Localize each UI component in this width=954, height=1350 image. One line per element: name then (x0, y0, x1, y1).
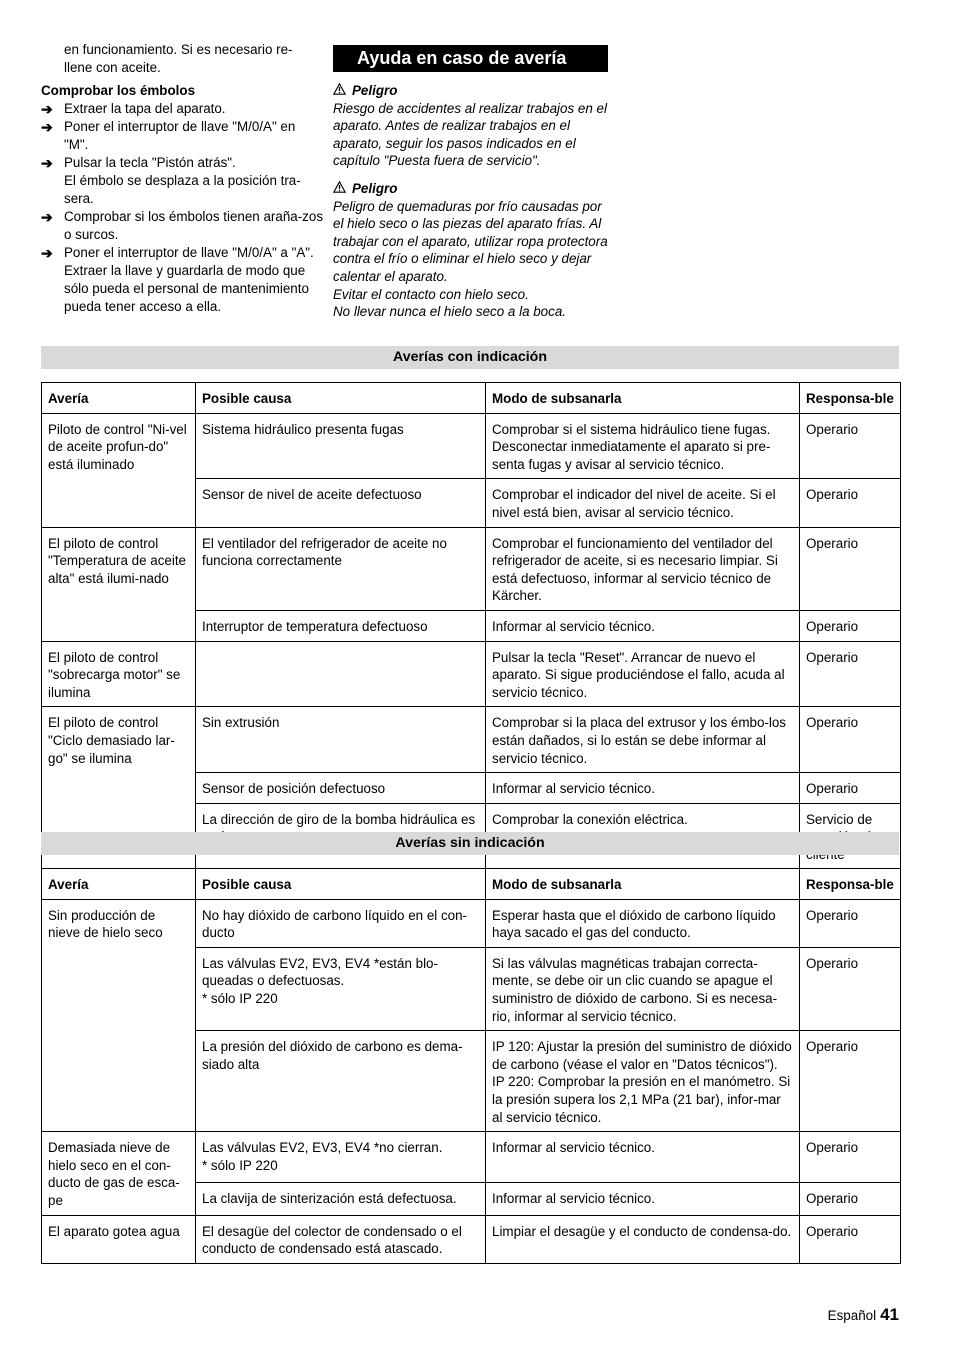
cause-cell: Sensor de posición defectuoso (196, 773, 486, 804)
col-header-responsible: Responsa-ble (800, 869, 901, 900)
responsible-cell: Operario (800, 1132, 901, 1183)
cause-cell: No hay dióxido de carbono líquido en el con-ducto (196, 899, 486, 947)
page-number: 41 (880, 1305, 899, 1324)
step-5 (41, 244, 323, 316)
fault-cell: Demasiada nieve de hielo seco en el con-ducto de gas de esca-pe (42, 1132, 196, 1215)
step-1 (41, 100, 323, 118)
remedy-cell: Limpiar el desagüe y el conducto de condensa-do. (486, 1215, 800, 1263)
col-header-fault: Avería (42, 869, 196, 900)
col-header-remedy: Modo de subsanarla (486, 383, 800, 414)
responsible-cell: Operario (800, 610, 901, 641)
table2-title: Averías sin indicación (41, 832, 899, 855)
responsible-cell: Operario (800, 707, 901, 773)
col-header-cause: Posible causa (196, 869, 486, 900)
middle-column (333, 45, 608, 321)
page-footer (828, 1305, 899, 1325)
responsible-cell: Operario (800, 479, 901, 527)
danger-text-2c: No llevar nunca el hielo seco a la boca. (333, 304, 566, 320)
remedy-cell: Informar al servicio técnico. (486, 1132, 800, 1183)
remedy-cell: Comprobar si la placa del extrusor y los émbo-los están dañados, si lo están se debe informar al servicio técnico. (486, 707, 800, 773)
step-2 (41, 118, 323, 154)
cause-cell: Las válvulas EV2, EV3, EV4 *están blo-queadas o defectuosas. * sólo IP 220 (196, 947, 486, 1030)
step-text: Poner el interruptor de llave "M/0/A" en "M". (64, 119, 296, 152)
remedy-cell: Informar al servicio técnico. (486, 1183, 800, 1215)
table-row (42, 1132, 901, 1183)
danger-heading-2 (333, 180, 608, 198)
step-text: Extraer la tapa del aparato. (64, 101, 226, 116)
table-header-row (42, 869, 901, 900)
cause-cell: La presión del dióxido de carbono es dema-siado alta (196, 1031, 486, 1132)
danger-text-2: Peligro de quemaduras por frío causadas por el hielo seco o las piezas del aparato frías. Al trabajar con el aparato, utilizar ropa protectora contra el frío o eliminar el hielo seco y dejar calentar el aparato. (333, 198, 608, 284)
responsible-cell: Operario (800, 947, 901, 1030)
danger-text-2b: Evitar el contacto con hielo seco. (333, 286, 529, 302)
responsible-cell: Operario (800, 1215, 901, 1263)
warning-triangle-icon (333, 82, 346, 100)
table-header-row (42, 383, 901, 414)
continued-text: en funcionamiento. Si es necesario re- llene con aceite. (64, 42, 293, 75)
remedy-cell: Comprobar la conexión eléctrica. (486, 803, 800, 869)
fault-cell: El piloto de control "sobrecarga motor" se ilumina (42, 641, 196, 707)
remedy-cell: Si las válvulas magnéticas trabajan correcta-mente, se debe oir un clic cuando se apague el suministro de dióxido de carbono. Si es necesa-rio, informar al servicio técnico. (486, 947, 800, 1030)
responsible-cell: Operario (800, 1031, 901, 1132)
table-row (42, 413, 901, 479)
table-row (42, 641, 901, 707)
col-header-responsible: Responsa-ble (800, 383, 901, 414)
col-header-remedy: Modo de subsanarla (486, 869, 800, 900)
step-3 (41, 154, 323, 172)
responsible-cell: Servicio de (800, 803, 901, 869)
responsible-cell: Operario (800, 899, 901, 947)
faults-with-indicator-table (41, 382, 901, 869)
remedy-cell: IP 120: Ajustar la presión del suministro de dióxido de carbono (véase el valor en "Datos técnicos"). IP 220: Comprobar la presión en el manómetro. Si la presión supera los 2,1 MPa (21 bar), infor-mar al servicio técnico. (486, 1031, 800, 1132)
danger-heading-1 (333, 82, 608, 100)
left-column (41, 41, 323, 316)
step-text: Comprobar si los émbolos tienen araña-zos o surcos. (64, 209, 324, 242)
cause-cell: Sin extrusión (196, 707, 486, 773)
step-text: Poner el interruptor de llave "M/0/A" a "A". Extraer la llave y guardarla de modo que sólo pueda el personal de mantenimiento pueda tener acceso a ella. (64, 245, 314, 314)
remedy-cell: Esperar hasta que el dióxido de carbono líquido haya sacado el gas del conducto. (486, 899, 800, 947)
step-text: Pulsar la tecla "Pistón atrás". (64, 155, 236, 170)
arrow-icon: ➔ (41, 155, 53, 171)
arrow-icon: ➔ (41, 245, 53, 261)
table-row (42, 1215, 901, 1263)
responsible-cell: Operario (800, 527, 901, 610)
remedy-cell: Comprobar si el sistema hidráulico tiene fugas. Desconectar inmediatamente el aparato si pre-senta fugas y avisar al servicio técnico. (486, 413, 800, 479)
table-row (42, 707, 901, 773)
subheading-pistons: Comprobar los émbolos (41, 83, 196, 98)
step-3-note: El émbolo se desplaza a la posición tra-sera. (64, 173, 301, 206)
remedy-cell: Pulsar la tecla "Reset". Arrancar de nuevo el aparato. Si sigue produciéndose el fallo, acuda al servicio técnico. (486, 641, 800, 707)
cause-cell: El ventilador del refrigerador de aceite no funciona correctamente (196, 527, 486, 610)
fault-cell: El piloto de control "Ciclo demasiado lar-go" se ilumina (42, 707, 196, 869)
cause-cell: El desagüe del colector de condensado o el conducto de condensado está atascado. (196, 1215, 486, 1263)
section-title: Ayuda en caso de avería (333, 45, 608, 72)
cause-cell: Las válvulas EV2, EV3, EV4 *no cierran. * sólo IP 220 (196, 1132, 486, 1183)
cause-cell: Sensor de nivel de aceite defectuoso (196, 479, 486, 527)
fault-cell: El piloto de control "Temperatura de aceite alta" está ilumi-nado (42, 527, 196, 641)
warning-triangle-icon (333, 180, 346, 198)
cause-cell (196, 641, 486, 707)
table-row (42, 527, 901, 610)
footer-language: Español (827, 1308, 877, 1323)
danger-label: Peligro (352, 180, 398, 196)
cause-cell: La dirección de giro de la bomba hidráulica es (196, 803, 486, 869)
fault-cell: Sin producción de nieve de hielo seco (42, 899, 196, 1132)
step-4 (41, 208, 323, 244)
responsible-cell: Operario (800, 641, 901, 707)
cause-cell: La clavija de sinterización está defectuosa. (196, 1183, 486, 1215)
col-header-cause: Posible causa (196, 383, 486, 414)
responsible-cell: Operario (800, 1183, 901, 1215)
remedy-cell: Comprobar el indicador del nivel de aceite. Si el nivel está bien, avisar al servicio técnico. (486, 479, 800, 527)
col-header-fault: Avería (42, 383, 196, 414)
responsible-cell: Operario (800, 773, 901, 804)
danger-text-1: Riesgo de accidentes al realizar trabajos en el aparato. Antes de realizar trabajos en el aparato, seguir los pasos indicados en el capítulo "Puesta fuera de servicio". (333, 100, 607, 169)
cause-cell: Interruptor de temperatura defectuoso (196, 610, 486, 641)
remedy-cell: Comprobar el funcionamiento del ventilador del refrigerador de aceite, si es necesario limpiar. Si está defectuoso, informar al servicio técnico de Kärcher. (486, 527, 800, 610)
table-row (42, 899, 901, 947)
faults-without-indicator-table (41, 868, 901, 1264)
arrow-icon: ➔ (41, 209, 53, 225)
responsible-cell: Operario (800, 413, 901, 479)
cause-cell: Sistema hidráulico presenta fugas (196, 413, 486, 479)
remedy-cell: Informar al servicio técnico. (486, 610, 800, 641)
fault-cell: El aparato gotea agua (42, 1215, 196, 1263)
table1-title: Averías con indicación (41, 346, 899, 369)
fault-cell: Piloto de control "Ni-vel de aceite profun-do" está iluminado (42, 413, 196, 527)
remedy-cell: Informar al servicio técnico. (486, 773, 800, 804)
arrow-icon: ➔ (41, 101, 53, 117)
arrow-icon: ➔ (41, 119, 53, 135)
danger-label: Peligro (352, 83, 398, 98)
